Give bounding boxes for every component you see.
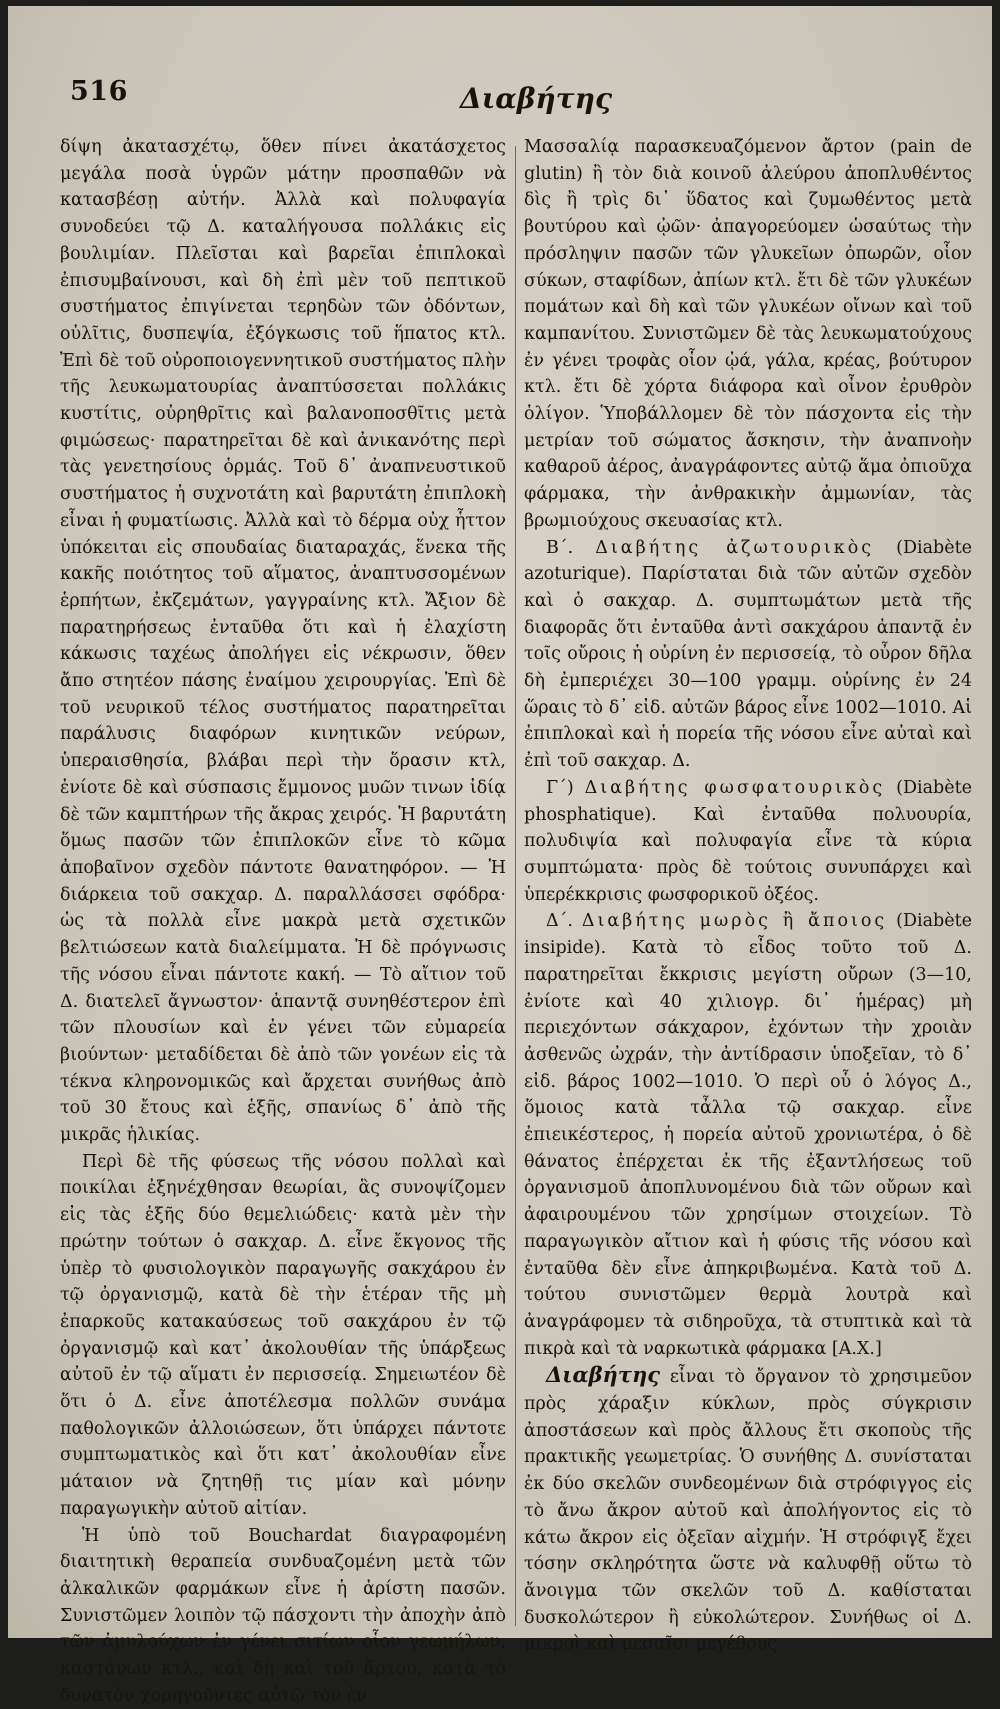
right-paragraph-1: Μασσαλίᾳ παρασκευαζόμενον ἄρτον (pain de glutin) ἢ τὸν διὰ κοινοῦ ἀλεύρου ἀποπλυθέντος δὶς ἢ τρὶς δι᾽ ὕδατος καὶ ζυμωθέντος μετὰ βουτύρου καὶ ᾠῶν· ἀπαγορεύομεν ὡσαύτως τὴν πρόσληψιν πασῶν τῶν γλυκεῖων ὀπωρῶν, οἷον σύκων, σταφίδων, ἀπίων κτλ. ἔτι δὲ τῶν γλυκέων πομάτων καὶ δὴ καὶ τῶν γλυκέων οἴνων καὶ τοῦ καμπανίτου. Συνιστῶμεν δὲ τὰς λευκωματούχους ἐν γένει τροφὰς οἷον ᾠά, γάλα, κρέας, βούτυρον κτλ. ἔτι δὲ χόρτα διάφορα καὶ οἶνον ἐρυθρὸν ὀλίγον. Ὑποβάλλομεν δὲ τὸν πάσχοντα εἰς τὴν μετρίαν τοῦ σώματος ἄσκησιν, τὴν ἀναπνοὴν καθαροῦ ἀέρος, ἀναγράφοντες αὐτῷ ἅμα ὀπιοῦχα φάρμακα, τὴν ἀνθρακικὴν ἀμμωνίαν, τὰς βρωμιούχους σκευασίας κτλ.	[524, 137, 972, 531]
running-head: Διαβήτης	[460, 82, 613, 115]
book-page	[8, 6, 992, 1706]
right-paragraph-5	[524, 1362, 972, 1658]
page-number: 516	[70, 76, 128, 107]
section-text: (Diabète phosphatique). Καὶ ἐνταῦθα πολυουρία, πολυδιψία καὶ πολυφαγία εἶνε τὰ κύρια συμπτώματα· πρὸς δὲ τούτοις συνυπάρχει καὶ ὑπερέκκρισις φωσφορικοῦ ὀξέος.	[524, 777, 972, 905]
left-paragraph-1: δίψη ἀκατασχέτῳ, ὅθεν πίνει ἀκατάσχετος μεγάλα ποσὰ ὑγρῶν μάτην προσπαθῶν νὰ κατασβέσῃ αὐτήν. Ἀλλὰ καὶ πολυφαγία συνοδεύει τῷ Δ. καταλήγουσα πολλάκις εἰς βουλιμίαν. Πλεῖσται καὶ βαρεῖαι ἐπιπλοκαὶ ἐπισυμβαίνουσι, καὶ δὴ ἐπὶ μὲν τοῦ πεπτικοῦ συστήματος ἐπιγίνεται τερηδὼν τῶν ὀδόντων, οὐλῖτις, δυσπεψία, ἐξόγκωσις τοῦ ἥπατος κτλ. Ἐπὶ δὲ τοῦ οὐροποιογεννητικοῦ συστήματος πλὴν τῆς λευκωματουρίας ἀναπτύσσεται πολλάκις κυστίτις, οὐρηθρῖτις καὶ βαλανοποσθῖτις μετὰ φιμώσεως· παρατηρεῖται δὲ καὶ ἀνικανότης περὶ τὰς γενετησίους ὁρμάς. Τοῦ δ᾽ ἀναπνευστικοῦ συστήματος ἡ συχνοτάτη καὶ βαρυτάτη ἐπιπλοκὴ εἶναι ἡ φυματίωσις. Ἀλλὰ καὶ τὸ δέρμα οὐχ ἧττον ὑπόκειται εἰς σπουδαίας διαταραχάς, ἕνεκα τῆς κακῆς ποιότητος τοῦ αἵματος, ἀναπτυσσομένων ἑρπήτων, ἐκζεμάτων, γαγγραίνης κτλ. Ἄξιον δὲ παρατηρήσεως ἐνταῦθα ὅτι καὶ ἡ ἐλαχίστη κάκωσις ταχέως ἀπολήγει εἰς νέκρωσιν, ὅθεν ἄπο στητέον πάσης ἐναίμου χειρουργίας. Ἐπὶ δὲ τοῦ νευρικοῦ τέλος συστήματος παρατηρεῖται παράλυσις διαφόρων κινητικῶν νεύρων, ὑπεραισθησία, βλάβαι περὶ τὴν ὅρασιν κτλ, ἐνίοτε δὲ καὶ σύσπασις ἔμμονος μυῶν τινων ἰδίᾳ δὲ τῶν καμπτήρων τῆς ἄκρας χειρός. Ἡ βαρυτάτη ὅμως πασῶν τῶν ἐπιπλοκῶν εἶνε τὸ κῶμα ἀποβαῖνον σχεδὸν πάντοτε θανατηφόρον. — Ἡ διάρκεια τοῦ σακχαρ. Δ. παραλλάσσει σφόδρα· ὡς τὰ πολλὰ εἶνε μακρὰ μετὰ σχετικῶν βελτιώσεων κατὰ διαλείμματα. Ἡ δὲ πρόγνωσις τῆς νόσου εἶναι πάντοτε κακή. — Τὸ αἴτιον τοῦ Δ. διατελεῖ ἄγνωστον· ἀπαντᾷ συνηθέστερον ἐπὶ τῶν πλουσίων καὶ ἐν γένει τῶν εὐμαρεία βιούντων· μεταδίδεται δὲ ἀπὸ τῶν γονέων εἰς τὰ τέκνα κληρονομικῶς καὶ ἄρχεται συνήθως ἀπὸ τοῦ 30 ἔτους καὶ ἑξῆς, σπανίως δ᾽ ἀπὸ τῆς μικρᾶς ἡλικίας.	[60, 137, 506, 1146]
entry-text: εἶναι τὸ ὄργανον τὸ χρησιμεῦον πρὸς χάραξιν κύκλων, πρὸς σύγκρισιν ἀποστάσεων καὶ πρὸς ἄλλους ἔτι σκοποὺς τῆς πρακτικῆς γεωμετρίας. Ὁ συνήθης Δ. συνίσταται ἐκ δύο σκελῶν συνδεομένων διὰ στρόφιγγος εἰς τὸ ἄνω ἄκρον αὐτοῦ καὶ ἀπολήγοντος εἰς τὸ κάτω ἄκρον εἰς ὀξεῖαν αἰχμήν. Ἡ στρόφιγξ ἔχει τόσην σκληρότητα ὥστε νὰ καλυφθῇ οὕτω τὸ ἄνοιγμα τῶν σκελῶν τοῦ Δ. καθίσταται δυσκολώτερον ἢ εὐκολώτερον. Συνήθως οἱ Δ. μικροὶ καὶ μεσαῖοι μεγέθους	[524, 1367, 972, 1655]
section-term: Διαβήτης φωσφατουρικὸς	[584, 777, 886, 798]
section-term: Διαβήτης μωρὸς ἢ ἄποιος	[581, 911, 888, 932]
section-text: (Diabète azoturique). Παρίσταται διὰ τῶν αὐτῶν σχεδὸν καὶ ὁ σακχαρ. Δ. συμπτωμάτων μετὰ τῆς διαφορᾶς ὅτι ἐνταῦθα ἀντὶ σακχάρου ἀπαντᾷ ἐν τοῖς οὔροις ἡ οὐρίνη ἐν περισσείᾳ, τὸ οὖρον δῆλα δὴ ἐμπεριέχει 30—100 γραμμ. οὐρίνης ἐν 24 ὥραις τὸ δ᾽ εἰδ. αὐτῶν βάρος εἶνε 1002—1010. Αἱ ἐπιπλοκαὶ καὶ ἡ πορεία τῆς νόσου εἶνε αὐταὶ καὶ ἐπὶ τοῦ σακχαρ. Δ.	[524, 537, 972, 772]
section-marker: Δ΄.	[546, 911, 573, 932]
right-column	[524, 134, 972, 1655]
left-paragraph-2: Περὶ δὲ τῆς φύσεως τῆς νόσου πολλαὶ καὶ ποικίλαι ἐξηνέχθησαν θεωρίαι, ἃς συνοψίζομεν εἰς τὰς ἑξῆς δύο θεμελιώδεις· κατὰ μὲν τὴν πρώτην τούτων ὁ σακχαρ. Δ. εἶνε ἔκγονος τῆς ὑπὲρ τὸ φυσιολογικὸν παραγωγῆς σακχάρου ἐν τῷ ὀργανισμῷ, κατὰ δὲ τὴν ἑτέραν τῆς μὴ ἐπαρκοῦς κατακαύσεως τοῦ σακχάρου ἐν τῷ ὀργανισμῷ καὶ κατ᾽ ἀκολουθίαν τῆς ὑπάρξεως αὐτοῦ ἐν τῷ αἵματι ἐν περισσείᾳ. Σημειωτέον δὲ ὅτι ὁ Δ. εἶνε ἀποτέλεσμα πολλῶν συνάμα παθολογικῶν ἀλλοιώσεων, ὅτι ὑπάρχει πάντοτε συμπτωματικὸς καὶ ὅτι κατ᾽ ἀκολουθίαν εἶνε μάταιον νὰ ζητηθῇ τις μίαν καὶ μόνην παραγωγικὴν αὐτοῦ αἰτίαν.	[60, 1151, 506, 1519]
entry-headword: Διαβήτης	[546, 1362, 661, 1388]
section-marker: Β΄.	[546, 537, 574, 558]
right-paragraph-3	[524, 775, 972, 909]
right-paragraph-2	[524, 535, 972, 775]
left-paragraph-3: Ἡ ὑπὸ τοῦ Bouchardat διαγραφομένη διαιτητικὴ θεραπεία συνδυαζομένη μετὰ τῶν ἀλκαλικῶν φαρμάκων εἶνε ἡ ἀρίστη πασῶν. Συνιστῶμεν λοιπὸν τῷ πάσχοντι τὴν ἀποχὴν ἀπὸ τῶν ἀμυλούχων ἐν γένει σιτίων οἷον γεωμήλων, καστάνων κτλ., καὶ δὴ καὶ τοῦ ἄρτου, κατὰ τὸ δυνατὸν χορηγοῦντες αὐτῷ τὸν ἐν	[60, 1525, 506, 1706]
section-text: (Diabète insipide). Κατὰ τὸ εἶδος τοῦτο τοῦ Δ. παρατηρεῖται ἔκκρισις μεγίστη οὔρων (3—10, ἐνίοτε καὶ 40 χιλιογρ. δι᾽ ἡμέρας) μὴ περιεχόντων σάκχαρον, ἐχόντων τὴν χροιὰν ἀσθενῶς ὠχράν, τὴν ἀντίδρασιν ὑποξεῖαν, τὸ δ᾽ εἰδ. βάρος 1002—1010. Ὁ περὶ οὗ ὁ λόγος Δ., ὅμοιος κατὰ τἆλλα τῷ σακχαρ. εἶνε ἐπιεικέστερος, ἡ πορεία αὐτοῦ χρονιωτέρα, ὁ δὲ θάνατος ἐπέρχεται ἐκ τῆς ἐξαντλήσεως τοῦ ὀργανισμοῦ ἀποπλυνομένου διὰ τῶν οὔρων καὶ ἀφαιρουμένου τῶν χρησίμων στοιχείων. Τὸ παραγωγικὸν αἴτιον καὶ ἡ φύσις τῆς νόσου καὶ ἐνταῦθα δὲν εἶνε ἀπηκριβωμένα. Κατὰ τοῦ Δ. τούτου συνιστῶμεν θερμὰ λουτρὰ καὶ ἀναγράφομεν τὰ σιδηροῦχα, τὰ στυπτικὰ καὶ τὰ πικρὰ καὶ τὰ ναρκωτικὰ φάρμακα [Α.Χ.]	[524, 911, 972, 1359]
column-divider	[515, 146, 516, 1626]
right-paragraph-4	[524, 908, 972, 1362]
section-term: Διαβήτης ἀζωτουρικὸς	[595, 537, 875, 558]
left-column	[60, 134, 506, 1706]
section-marker: Γ΄)	[546, 777, 574, 798]
